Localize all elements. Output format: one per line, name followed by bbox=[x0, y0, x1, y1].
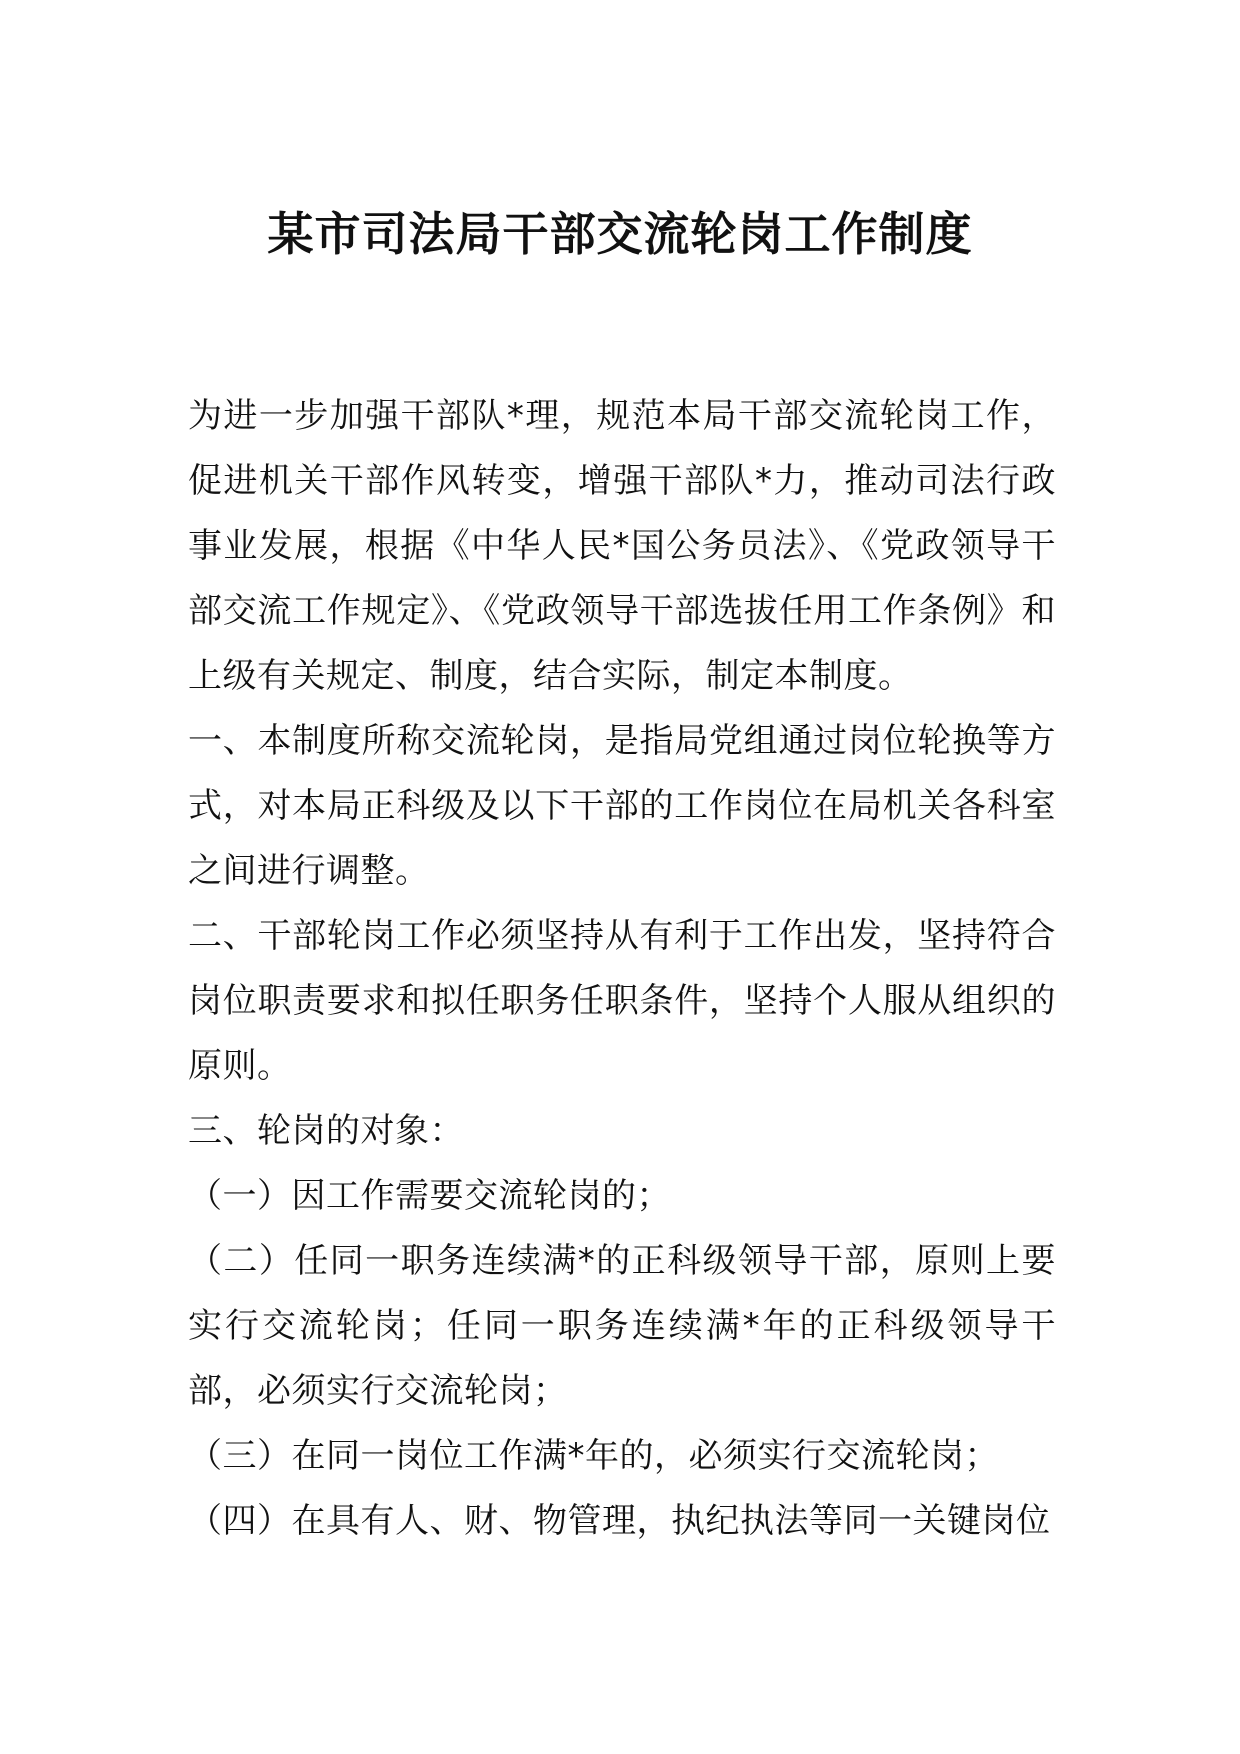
paragraph-item-2: （二）任同一职务连续满*的正科级领导干部，原则上要实行交流轮岗；任同一职务连续满*年的正科级领导干部，必须实行交流轮岗； bbox=[188, 1241, 1056, 1411]
document-body bbox=[188, 384, 1056, 1554]
document-title: 某市司法局干部交流轮岗工作制度 bbox=[267, 207, 973, 261]
paragraph-item-1: （一）因工作需要交流轮岗的； bbox=[188, 1176, 671, 1216]
paragraph-article-2: 二、干部轮岗工作必须坚持从有利于工作出发，坚持符合岗位职责要求和拟任职务任职条件，坚持个人服从组织的原则。 bbox=[188, 916, 1056, 1086]
paragraph-article-3-heading: 三、轮岗的对象： bbox=[188, 1111, 464, 1151]
paragraph-article-1: 一、本制度所称交流轮岗，是指局党组通过岗位轮换等方式，对本局正科级及以下干部的工作岗位在局机关各科室之间进行调整。 bbox=[188, 721, 1056, 891]
paragraph-item-4: （四）在具有人、财、物管理，执纪执法等同一关键岗位 bbox=[188, 1501, 1051, 1541]
paragraph-preamble: 为进一步加强干部队*理，规范本局干部交流轮岗工作，促进机关干部作风转变，增强干部队*力，推动司法行政事业发展，根据《中华人民*国公务员法》、《党政领导干部交流工作规定》、《党政领导干部选拔任用工作条例》和上级有关规定、制度，结合实际，制定本制度。 bbox=[188, 396, 1056, 696]
paragraph-item-3: （三）在同一岗位工作满*年的，必须实行交流轮岗； bbox=[188, 1436, 999, 1476]
